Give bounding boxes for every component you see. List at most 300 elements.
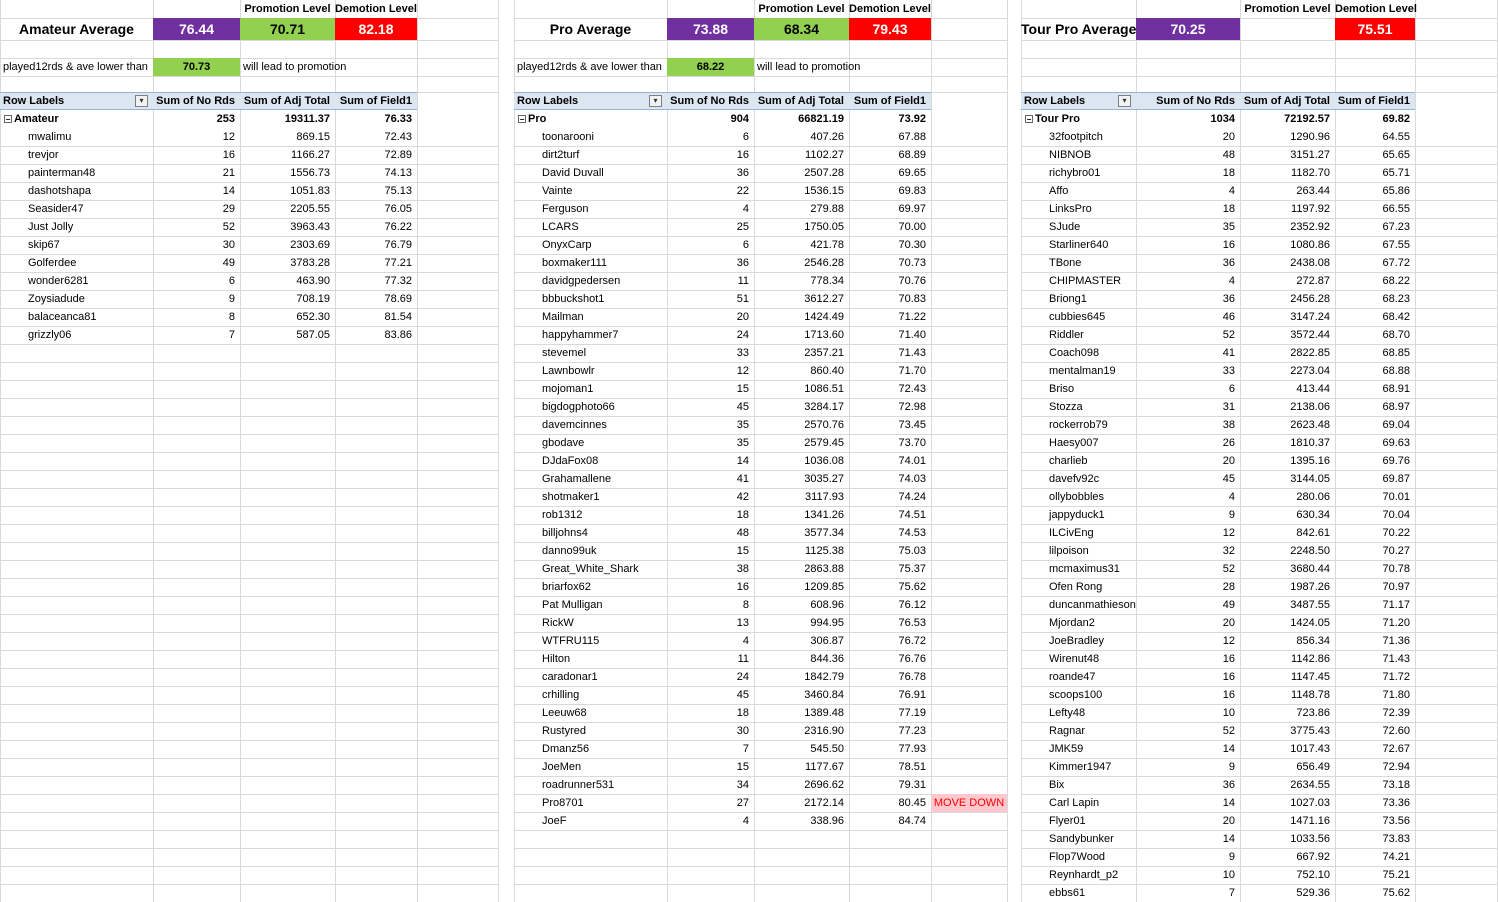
demotion-level-value[interactable]: 75.51 (1335, 18, 1415, 40)
player-field1[interactable]: 75.62 (898, 581, 926, 593)
player-name[interactable]: crhilling (542, 689, 580, 701)
player-adj-total[interactable]: 652.30 (296, 311, 330, 323)
player-name[interactable]: CHIPMASTER (1049, 275, 1122, 287)
player-name[interactable]: Haesy007 (1049, 437, 1099, 449)
average-label[interactable]: Pro Average (549, 21, 632, 37)
player-field1[interactable]: 71.70 (898, 365, 926, 377)
player-field1[interactable]: 70.30 (898, 239, 926, 251)
player-no-rds[interactable]: 49 (222, 257, 235, 269)
player-field1[interactable]: 76.72 (898, 635, 926, 647)
player-no-rds[interactable]: 10 (1222, 707, 1235, 719)
player-adj-total[interactable]: 3783.28 (290, 257, 330, 269)
player-adj-total[interactable]: 2273.04 (1290, 365, 1330, 377)
filter-dropdown-icon[interactable]: ▾ (1118, 95, 1131, 107)
player-adj-total[interactable]: 778.34 (810, 275, 844, 287)
player-name[interactable]: toonarooni (542, 131, 594, 143)
player-no-rds[interactable]: 32 (1222, 545, 1235, 557)
player-adj-total[interactable]: 1017.43 (1290, 743, 1330, 755)
player-field1[interactable]: 73.70 (898, 437, 926, 449)
player-name[interactable]: Mjordan2 (1049, 617, 1095, 629)
player-no-rds[interactable]: 11 (737, 653, 749, 665)
player-name[interactable]: skip67 (28, 239, 60, 251)
player-adj-total[interactable]: 1182.70 (1291, 167, 1330, 179)
player-no-rds[interactable]: 24 (736, 329, 749, 341)
player-no-rds[interactable]: 36 (736, 167, 749, 179)
collapse-icon[interactable]: − (519, 115, 525, 125)
player-adj-total[interactable]: 2570.76 (804, 419, 844, 431)
player-no-rds[interactable]: 15 (736, 761, 749, 773)
player-field1[interactable]: 65.71 (1382, 167, 1410, 179)
player-field1[interactable]: 69.97 (898, 203, 926, 215)
demotion-level-header[interactable]: Demotion Level (849, 3, 931, 15)
player-no-rds[interactable]: 9 (1228, 509, 1235, 521)
player-adj-total[interactable]: 1197.92 (1291, 203, 1330, 215)
player-adj-total[interactable]: 3487.55 (1290, 599, 1330, 611)
player-field1[interactable]: 67.55 (1382, 239, 1410, 251)
player-field1[interactable]: 77.32 (384, 275, 412, 287)
player-field1[interactable]: 75.37 (898, 563, 926, 575)
player-field1[interactable]: 72.43 (898, 383, 926, 395)
group-row-label[interactable] (1021, 110, 1136, 128)
player-no-rds[interactable]: 51 (736, 293, 749, 305)
player-field1[interactable]: 69.87 (1382, 473, 1410, 485)
promotion-level-header[interactable]: Promotion Level (244, 3, 331, 15)
player-name[interactable]: Lawnbowlr (542, 365, 595, 377)
player-field1[interactable]: 73.56 (1382, 815, 1410, 827)
player-no-rds[interactable]: 15 (736, 383, 749, 395)
player-no-rds[interactable]: 14 (1222, 797, 1235, 809)
player-no-rds[interactable]: 11 (737, 275, 749, 287)
player-name[interactable]: Briong1 (1049, 293, 1087, 305)
player-no-rds[interactable]: 4 (742, 635, 749, 647)
player-adj-total[interactable]: 869.15 (296, 131, 330, 143)
column-header-sum-no-rds[interactable]: Sum of No Rds (670, 95, 749, 107)
player-field1[interactable]: 72.67 (1382, 743, 1410, 755)
player-name[interactable]: duncanmathieson (1049, 599, 1136, 611)
collapse-icon[interactable]: − (1026, 115, 1032, 125)
player-name[interactable]: charlieb (1049, 455, 1088, 467)
player-no-rds[interactable]: 7 (742, 743, 749, 755)
player-field1[interactable]: 76.76 (898, 653, 926, 665)
player-field1[interactable]: 72.39 (1382, 707, 1410, 719)
player-no-rds[interactable]: 34 (736, 779, 749, 791)
promotion-note-prefix[interactable]: played12rds & ave lower than (517, 61, 662, 73)
player-name[interactable]: Ragnar (1049, 725, 1086, 737)
player-no-rds[interactable]: 28 (1222, 581, 1235, 593)
player-no-rds[interactable]: 20 (1222, 617, 1235, 629)
player-adj-total[interactable]: 2248.50 (1290, 545, 1330, 557)
player-no-rds[interactable]: 41 (736, 473, 749, 485)
player-name[interactable]: painterman48 (28, 167, 96, 179)
player-name[interactable]: WTFRU115 (542, 635, 600, 647)
player-name[interactable]: gbodave (542, 437, 585, 449)
player-name[interactable]: trevjor (28, 149, 59, 161)
player-name[interactable]: davemcinnes (542, 419, 607, 431)
promotion-level-header[interactable]: Promotion Level (1244, 3, 1331, 15)
player-adj-total[interactable]: 1556.73 (290, 167, 330, 179)
player-field1[interactable]: 71.20 (1382, 617, 1410, 629)
player-field1[interactable]: 79.31 (898, 779, 926, 791)
player-adj-total[interactable]: 413.44 (1296, 383, 1330, 395)
player-no-rds[interactable]: 12 (1222, 527, 1235, 539)
player-name[interactable]: Zoysiadude (28, 293, 85, 305)
player-name[interactable]: ILCivEng (1049, 527, 1094, 539)
player-adj-total[interactable]: 3117.93 (805, 491, 844, 503)
player-adj-total[interactable]: 2138.06 (1290, 401, 1330, 413)
player-name[interactable]: Grahamallene (542, 473, 612, 485)
player-adj-total[interactable]: 1142.86 (1291, 653, 1330, 665)
group-sum-field1[interactable]: 76.33 (384, 113, 412, 125)
player-name[interactable]: boxmaker111 (542, 257, 608, 269)
player-adj-total[interactable]: 3035.27 (804, 473, 844, 485)
player-name[interactable]: scoops100 (1049, 689, 1103, 701)
player-adj-total[interactable]: 338.96 (810, 815, 844, 827)
player-name[interactable]: Rustyred (542, 725, 587, 737)
player-no-rds[interactable]: 4 (1228, 275, 1235, 287)
player-name[interactable]: Reynhardt_p2 (1049, 869, 1119, 881)
player-field1[interactable]: 80.45 (898, 797, 926, 809)
promotion-note-suffix[interactable]: will lead to promotion (243, 61, 347, 73)
player-no-rds[interactable]: 45 (736, 689, 749, 701)
player-no-rds[interactable]: 30 (736, 725, 749, 737)
player-adj-total[interactable]: 2546.28 (804, 257, 844, 269)
player-no-rds[interactable]: 20 (1222, 455, 1235, 467)
player-field1[interactable]: 71.40 (898, 329, 926, 341)
player-field1[interactable]: 68.42 (1382, 311, 1410, 323)
player-field1[interactable]: 65.86 (1382, 185, 1410, 197)
player-field1[interactable]: 69.04 (1382, 419, 1410, 431)
player-name[interactable]: rob1312 (542, 509, 583, 521)
player-no-rds[interactable]: 27 (736, 797, 749, 809)
player-adj-total[interactable]: 1102.27 (805, 149, 844, 161)
column-header-sum-no-rds[interactable]: Sum of No Rds (156, 95, 235, 107)
player-field1[interactable]: 69.76 (1382, 455, 1410, 467)
player-field1[interactable]: 72.43 (384, 131, 412, 143)
player-name[interactable]: bigdogphoto66 (542, 401, 615, 413)
player-name[interactable]: Kimmer1947 (1049, 761, 1112, 773)
player-no-rds[interactable]: 14 (1222, 743, 1235, 755)
player-name[interactable]: JMK59 (1049, 743, 1084, 755)
player-name[interactable]: bbbuckshot1 (542, 293, 605, 305)
column-header-row-labels[interactable]: Row Labels (3, 95, 65, 107)
player-no-rds[interactable]: 18 (736, 707, 749, 719)
player-name[interactable]: Lefty48 (1049, 707, 1086, 719)
player-adj-total[interactable]: 1033.56 (1290, 833, 1330, 845)
player-adj-total[interactable]: 2863.88 (804, 563, 844, 575)
player-name[interactable]: 32footpitch (1049, 131, 1103, 143)
player-field1[interactable]: 72.60 (1382, 725, 1410, 737)
player-no-rds[interactable]: 9 (1228, 851, 1235, 863)
player-no-rds[interactable]: 29 (222, 203, 235, 215)
player-no-rds[interactable]: 52 (1222, 329, 1235, 341)
player-adj-total[interactable]: 587.05 (296, 329, 330, 341)
player-field1[interactable]: 83.86 (384, 329, 412, 341)
player-adj-total[interactable]: 1536.15 (804, 185, 844, 197)
player-adj-total[interactable]: 2579.45 (804, 437, 844, 449)
group-sum-adj-total[interactable]: 19311.37 (284, 113, 330, 125)
player-no-rds[interactable]: 6 (742, 239, 749, 251)
player-adj-total[interactable]: 2357.21 (804, 347, 844, 359)
player-adj-total[interactable]: 3775.43 (1290, 725, 1330, 737)
player-adj-total[interactable]: 844.36 (810, 653, 844, 665)
player-no-rds[interactable]: 20 (736, 311, 749, 323)
player-no-rds[interactable]: 12 (736, 365, 749, 377)
player-name[interactable]: Bix (1049, 779, 1065, 791)
player-adj-total[interactable]: 1341.26 (804, 509, 844, 521)
player-field1[interactable]: 71.17 (1382, 599, 1410, 611)
player-field1[interactable]: 69.63 (1382, 437, 1410, 449)
player-no-rds[interactable]: 16 (1222, 653, 1235, 665)
promotion-note-value[interactable]: 70.73 (153, 58, 240, 76)
player-adj-total[interactable]: 667.92 (1296, 851, 1330, 863)
player-field1[interactable]: 72.98 (898, 401, 926, 413)
player-name[interactable]: Ofen Rong (1049, 581, 1103, 593)
player-field1[interactable]: 78.69 (384, 293, 412, 305)
player-no-rds[interactable]: 15 (736, 545, 749, 557)
average-value[interactable]: 73.88 (667, 18, 754, 40)
player-name[interactable]: balaceanca81 (28, 311, 97, 323)
player-field1[interactable]: 76.53 (898, 617, 926, 629)
player-adj-total[interactable]: 3144.05 (1290, 473, 1330, 485)
player-adj-total[interactable]: 3460.84 (804, 689, 844, 701)
player-field1[interactable]: 75.13 (384, 185, 412, 197)
player-field1[interactable]: 67.88 (898, 131, 926, 143)
player-field1[interactable]: 71.43 (1382, 653, 1410, 665)
player-field1[interactable]: 69.65 (898, 167, 926, 179)
player-no-rds[interactable]: 45 (736, 401, 749, 413)
player-name[interactable]: cubbies645 (1049, 311, 1106, 323)
demotion-level-value[interactable]: 79.43 (849, 18, 931, 40)
player-field1[interactable]: 70.73 (898, 257, 926, 269)
player-field1[interactable]: 66.55 (1382, 203, 1410, 215)
player-name[interactable]: Carl Lapin (1049, 797, 1100, 809)
player-adj-total[interactable]: 2438.08 (1290, 257, 1330, 269)
player-field1[interactable]: 76.79 (384, 239, 412, 251)
player-name[interactable]: roande47 (1049, 671, 1096, 683)
player-no-rds[interactable]: 16 (1222, 671, 1235, 683)
player-field1[interactable]: 75.03 (898, 545, 926, 557)
player-no-rds[interactable]: 25 (736, 221, 749, 233)
player-no-rds[interactable]: 31 (1222, 401, 1235, 413)
player-name[interactable]: mwalimu (28, 131, 72, 143)
player-no-rds[interactable]: 6 (1228, 383, 1235, 395)
column-header-sum-adj-total[interactable]: Sum of Adj Total (243, 95, 330, 107)
player-field1[interactable]: 77.93 (898, 743, 926, 755)
player-name[interactable]: OnyxCarp (542, 239, 592, 251)
player-adj-total[interactable]: 280.06 (1296, 491, 1330, 503)
player-adj-total[interactable]: 529.36 (1296, 887, 1330, 899)
player-field1[interactable]: 71.80 (1382, 689, 1410, 701)
player-field1[interactable]: 67.72 (1382, 257, 1410, 269)
player-field1[interactable]: 70.78 (1382, 563, 1410, 575)
player-adj-total[interactable]: 2303.69 (290, 239, 330, 251)
player-name[interactable]: Flop7Wood (1049, 851, 1106, 863)
player-adj-total[interactable]: 1086.51 (804, 383, 844, 395)
player-field1[interactable]: 70.76 (898, 275, 926, 287)
player-adj-total[interactable]: 656.49 (1296, 761, 1330, 773)
player-field1[interactable]: 68.91 (1382, 383, 1410, 395)
average-value[interactable]: 76.44 (153, 18, 240, 40)
player-field1[interactable]: 77.19 (898, 707, 926, 719)
player-no-rds[interactable]: 20 (1222, 815, 1235, 827)
player-name[interactable]: shotmaker1 (542, 491, 600, 503)
player-name[interactable]: happyhammer7 (542, 329, 619, 341)
average-label[interactable]: Tour Pro Average (1021, 21, 1137, 37)
player-name[interactable]: Leeuw68 (542, 707, 587, 719)
player-field1[interactable]: 73.18 (1382, 779, 1410, 791)
player-name[interactable]: Pat Mulligan (542, 599, 603, 611)
player-adj-total[interactable]: 545.50 (810, 743, 844, 755)
player-adj-total[interactable]: 1290.96 (1290, 131, 1330, 143)
column-header-sum-adj-total[interactable]: Sum of Adj Total (757, 95, 844, 107)
player-no-rds[interactable]: 30 (222, 239, 235, 251)
player-field1[interactable]: 70.04 (1382, 509, 1410, 521)
player-name[interactable]: Coach098 (1049, 347, 1100, 359)
player-name[interactable]: JoeMen (542, 761, 582, 773)
player-adj-total[interactable]: 2172.14 (804, 797, 844, 809)
player-name[interactable]: Briso (1049, 383, 1075, 395)
player-name[interactable]: davefv92c (1049, 473, 1100, 485)
player-name[interactable]: Starliner640 (1049, 239, 1109, 251)
player-adj-total[interactable]: 3284.17 (804, 401, 844, 413)
player-no-rds[interactable]: 35 (1222, 221, 1235, 233)
player-name[interactable]: danno99uk (542, 545, 597, 557)
promotion-level-value[interactable] (1240, 18, 1335, 40)
player-no-rds[interactable]: 52 (222, 221, 235, 233)
promotion-note-prefix[interactable]: played12rds & ave lower than (3, 61, 148, 73)
player-adj-total[interactable]: 2456.28 (1290, 293, 1330, 305)
promotion-level-header[interactable]: Promotion Level (758, 3, 845, 15)
player-no-rds[interactable]: 18 (736, 509, 749, 521)
player-field1[interactable]: 70.22 (1382, 527, 1410, 539)
player-field1[interactable]: 72.94 (1382, 761, 1410, 773)
player-field1[interactable]: 74.51 (898, 509, 926, 521)
column-header-sum-adj-total[interactable]: Sum of Adj Total (1243, 95, 1330, 107)
player-no-rds[interactable]: 36 (736, 257, 749, 269)
player-no-rds[interactable]: 22 (736, 185, 749, 197)
player-name[interactable]: richybro01 (1049, 167, 1101, 179)
player-field1[interactable]: 67.23 (1382, 221, 1410, 233)
player-no-rds[interactable]: 18 (1222, 167, 1235, 179)
player-field1[interactable]: 75.21 (1382, 869, 1410, 881)
player-name[interactable]: Flyer01 (1049, 815, 1086, 827)
player-name[interactable]: Dmanz56 (542, 743, 590, 755)
player-adj-total[interactable]: 306.87 (810, 635, 844, 647)
player-adj-total[interactable]: 1177.67 (805, 761, 844, 773)
player-field1[interactable]: 74.03 (898, 473, 926, 485)
player-no-rds[interactable]: 9 (1228, 761, 1235, 773)
player-adj-total[interactable]: 272.87 (1296, 275, 1330, 287)
player-adj-total[interactable]: 2634.55 (1290, 779, 1330, 791)
player-adj-total[interactable]: 1051.83 (290, 185, 330, 197)
player-no-rds[interactable]: 35 (736, 419, 749, 431)
player-name[interactable]: David Duvall (542, 167, 604, 179)
player-name[interactable]: Affo (1049, 185, 1069, 197)
player-adj-total[interactable]: 1036.08 (804, 455, 844, 467)
player-field1[interactable]: 73.45 (898, 419, 926, 431)
player-no-rds[interactable]: 18 (1222, 203, 1235, 215)
player-no-rds[interactable]: 26 (1222, 437, 1235, 449)
group-sum-no-rds[interactable]: 253 (216, 113, 235, 125)
player-name[interactable]: caradonar1 (542, 671, 598, 683)
player-no-rds[interactable]: 36 (1222, 779, 1235, 791)
player-no-rds[interactable]: 24 (736, 671, 749, 683)
player-no-rds[interactable]: 12 (222, 131, 235, 143)
player-no-rds[interactable]: 36 (1222, 257, 1235, 269)
player-field1[interactable]: 75.62 (1382, 887, 1410, 899)
player-adj-total[interactable]: 1424.05 (1290, 617, 1330, 629)
player-adj-total[interactable]: 279.88 (810, 203, 844, 215)
demotion-level-value[interactable]: 82.18 (335, 18, 417, 40)
player-adj-total[interactable]: 407.26 (810, 131, 844, 143)
group-sum-field1[interactable]: 73.92 (898, 113, 926, 125)
player-name[interactable]: Mailman (542, 311, 584, 323)
player-no-rds[interactable]: 41 (1222, 347, 1235, 359)
column-header-sum-field1[interactable]: Sum of Field1 (853, 95, 926, 107)
player-field1[interactable]: 84.74 (898, 815, 926, 827)
player-no-rds[interactable]: 16 (736, 581, 749, 593)
player-field1[interactable]: 73.36 (1382, 797, 1410, 809)
player-name[interactable]: Sandybunker (1049, 833, 1114, 845)
player-adj-total[interactable]: 723.86 (1296, 707, 1330, 719)
player-field1[interactable]: 77.21 (384, 257, 412, 269)
player-field1[interactable]: 64.55 (1382, 131, 1410, 143)
player-adj-total[interactable]: 1389.48 (804, 707, 844, 719)
player-adj-total[interactable]: 608.96 (810, 599, 844, 611)
collapse-icon[interactable]: − (5, 115, 11, 125)
player-adj-total[interactable]: 3147.24 (1290, 311, 1330, 323)
player-field1[interactable]: 72.89 (384, 149, 412, 161)
player-no-rds[interactable]: 7 (1228, 887, 1235, 899)
column-header-sum-field1[interactable]: Sum of Field1 (1337, 95, 1410, 107)
player-name[interactable]: Golferdee (28, 257, 77, 269)
player-adj-total[interactable]: 1713.60 (804, 329, 844, 341)
player-field1[interactable]: 71.43 (898, 347, 926, 359)
group-row-label[interactable] (514, 110, 667, 128)
player-adj-total[interactable]: 3612.27 (804, 293, 844, 305)
player-no-rds[interactable]: 49 (1222, 599, 1235, 611)
player-no-rds[interactable]: 38 (1222, 419, 1235, 431)
player-adj-total[interactable]: 2352.92 (1290, 221, 1330, 233)
player-no-rds[interactable]: 9 (228, 293, 235, 305)
player-field1[interactable]: 76.12 (898, 599, 926, 611)
player-adj-total[interactable]: 1080.86 (1290, 239, 1330, 251)
player-name[interactable]: davidgpedersen (542, 275, 621, 287)
player-adj-total[interactable]: 3963.43 (290, 221, 330, 233)
player-no-rds[interactable]: 14 (1222, 833, 1235, 845)
player-adj-total[interactable]: 994.95 (810, 617, 844, 629)
player-adj-total[interactable]: 1750.05 (804, 221, 844, 233)
player-name[interactable]: wonder6281 (28, 275, 89, 287)
player-field1[interactable]: 68.88 (1382, 365, 1410, 377)
player-adj-total[interactable]: 3151.27 (1290, 149, 1330, 161)
player-no-rds[interactable]: 35 (736, 437, 749, 449)
player-name[interactable]: RickW (542, 617, 574, 629)
promotion-note-value[interactable]: 68.22 (667, 58, 754, 76)
player-name[interactable]: Pro8701 (542, 797, 584, 809)
player-adj-total[interactable]: 463.90 (296, 275, 330, 287)
player-field1[interactable]: 76.78 (898, 671, 926, 683)
player-field1[interactable]: 81.54 (384, 311, 412, 323)
player-no-rds[interactable]: 16 (1222, 689, 1235, 701)
player-no-rds[interactable]: 16 (736, 149, 749, 161)
group-sum-no-rds[interactable]: 1034 (1210, 113, 1235, 125)
player-field1[interactable]: 68.23 (1382, 293, 1410, 305)
player-adj-total[interactable]: 1395.16 (1290, 455, 1330, 467)
group-sum-field1[interactable]: 69.82 (1382, 113, 1410, 125)
promotion-level-value[interactable]: 68.34 (754, 18, 849, 40)
player-no-rds[interactable]: 20 (1222, 131, 1235, 143)
